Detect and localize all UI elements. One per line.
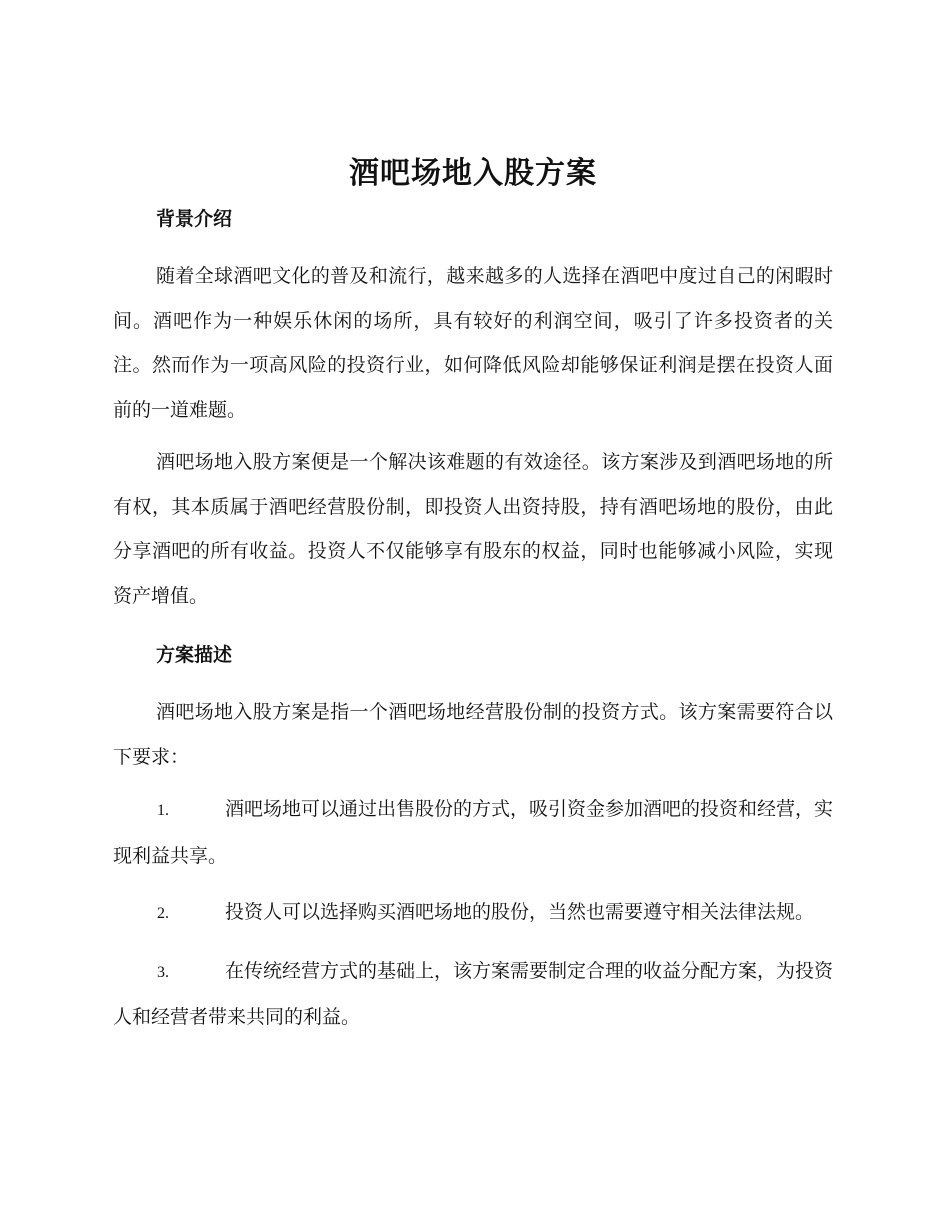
list-text: 酒吧场地可以通过出售股份的方式，吸引资金参加酒吧的投资和经营，实现利益共享。: [113, 798, 834, 867]
list-number: 3.: [157, 963, 169, 981]
section-plan-description: [113, 640, 833, 1040]
paragraph: 酒吧场地入股方案便是一个解决该难题的有效途径。该方案涉及到酒吧场地的所有权，其本质属于酒吧经营股份制，即投资人出资持股，持有酒吧场地的股份，由此分享酒吧的所有收益。投资人不仅能够享有股东的权益，同时也能够减小风险，实现资产增值。: [113, 451, 833, 607]
section-heading: 背景介绍: [156, 208, 233, 230]
list-number: 1.: [157, 802, 169, 819]
section-background: [113, 204, 833, 618]
list-item: [113, 890, 833, 937]
list-number: 2.: [157, 905, 169, 922]
list-text: 在传统经营方式的基础上，该方案需要制定合理的收益分配方案，为投资人和经营者带来共同的利益。: [113, 959, 834, 1028]
section-heading: 方案描述: [156, 644, 233, 666]
document-title: 酒吧场地入股方案: [349, 156, 597, 191]
paragraph: 随着全球酒吧文化的普及和流行，越来越多的人选择在酒吧中度过自己的闲暇时间。酒吧作为一种娱乐休闲的场所，具有较好的利润空间，吸引了许多投资者的关注。然而作为一项高风险的投资行业，如何降低风险却能够保证利润是摆在投资人面前的一道难题。: [113, 265, 833, 421]
list-item: [113, 787, 833, 878]
paragraph: 酒吧场地入股方案是指一个酒吧场地经营股份制的投资方式。该方案需要符合以下要求：: [113, 701, 833, 768]
document-body: [113, 148, 833, 1052]
list-item: [113, 949, 833, 1040]
list-text: 投资人可以选择购买酒吧场地的股份，当然也需要遵守相关法律法规。: [225, 901, 815, 923]
